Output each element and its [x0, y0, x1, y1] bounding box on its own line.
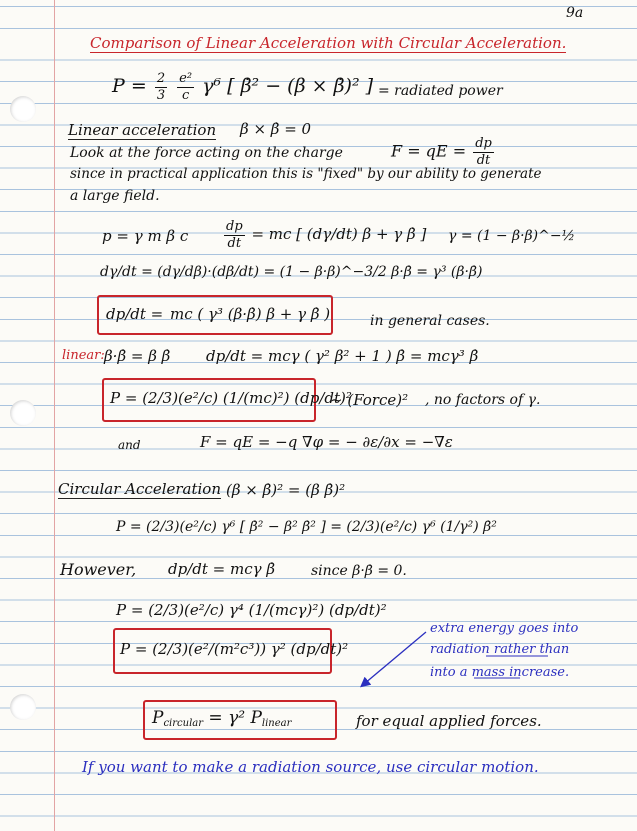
margin-line — [54, 0, 55, 831]
radiated-power-note: = radiated power — [378, 83, 503, 99]
force-equation: F = qE = $\frac{dp}{dt}$ — [391, 136, 492, 168]
linear-condition: β × β̇ = 0 — [240, 120, 312, 138]
page-title: Comparison of Linear Acceleration with Circular Acceleration. — [90, 34, 567, 52]
circular-dpdt: dp/dt = mcγ β̇ — [168, 560, 276, 578]
dgamma-dt: dγ/dt = (dγ/dβ)·(dβ/dt) = (1 − β·β)^−3/2 β·β̇ = γ³ (β·β̇) — [100, 264, 483, 280]
power-equation: P = $\frac{2}{3}$ $\frac{\text{e²}}{c}$ γ⁶ [ β̇² − (β × β̇)² ] — [112, 71, 374, 103]
momentum-def: p = γ m β c — [102, 227, 189, 245]
perpendicular-condition: since β·β̇ = 0. — [311, 563, 407, 579]
gamma-definition: γ = (1 − β·β)^−½ — [448, 228, 576, 244]
circular-power-formula: P = (2/3)(e²/(m²c³)) γ² (dp/dt)² — [120, 640, 349, 658]
field-equation: F = qE = −q ∇φ = − ∂ε/∂x = −∇ε — [200, 433, 453, 451]
linear-heading: Linear acceleration — [68, 121, 217, 139]
force-squared-note: ~ (Force)² — [330, 391, 409, 409]
linear-line3: a large field. — [70, 188, 160, 204]
general-dpdt-lhs: dp/dt = — [106, 305, 164, 323]
linear-power-formula: P = (2/3)(e²/c) (1/(mc)²) (dp/dt)² — [110, 389, 352, 407]
page-number: 9a — [566, 5, 584, 21]
linear-dpdt: dp/dt = mcγ ( γ² β² + 1 ) β̇ = mcγ³ β̇ — [206, 347, 479, 365]
annotation-line-1: extra energy goes into — [430, 621, 579, 636]
binder-hole-top — [10, 96, 36, 122]
linear-dot-product: β·β̇ = β β̇ — [104, 347, 171, 365]
equal-forces-note: for equal applied forces. — [356, 712, 542, 730]
binder-hole-middle — [10, 400, 36, 426]
circular-power-expand: P = (2/3)(e²/c) γ⁶ [ β̇² − β² β̇² ] = (2/3)(e²/c) γ⁶ (1/γ²) β̇² — [116, 519, 497, 535]
power-bracket: [ β̇² − (β × β̇)² ] — [227, 75, 374, 98]
circular-cross: (β × β̇)² = (β β̇)² — [226, 481, 346, 499]
linear-line2: since in practical application this is "fixed" by our ability to generate — [70, 166, 542, 182]
dpdt-expansion: $\frac{dp}{dt}$ = mc [ (dγ/dt) β + γ β̇ ] — [226, 219, 427, 251]
circular-power-gamma4: P = (2/3)(e²/c) γ⁴ (1/(mcγ)²) (dp/dt)² — [116, 601, 387, 619]
linear-line1: Look at the force acting on the charge — [70, 145, 343, 161]
however-label: However, — [60, 560, 137, 579]
linear-tag: linear: — [62, 348, 105, 363]
power-lhs: P — [112, 75, 125, 98]
general-dpdt-rhs: mc ( γ³ (β·β̇) β + γ β̇ ) — [170, 305, 331, 323]
closing-remark: If you want to make a radiation source, use circular motion. — [82, 758, 539, 776]
comparison-equation: $P_{circular} = \gamma^2$ $P_{linear}$ — [152, 708, 292, 729]
circular-heading: Circular Acceleration — [58, 480, 222, 498]
power-gamma: γ⁶ — [202, 75, 222, 98]
general-cases-note: in general cases. — [370, 313, 490, 329]
and-label: and — [118, 438, 141, 452]
no-gamma-note: , no factors of γ. — [425, 392, 541, 408]
annotation-line-3: into a mass increase. — [430, 665, 570, 680]
annotation-line-2: radiation rather than — [430, 642, 570, 657]
binder-hole-bottom — [10, 694, 36, 720]
